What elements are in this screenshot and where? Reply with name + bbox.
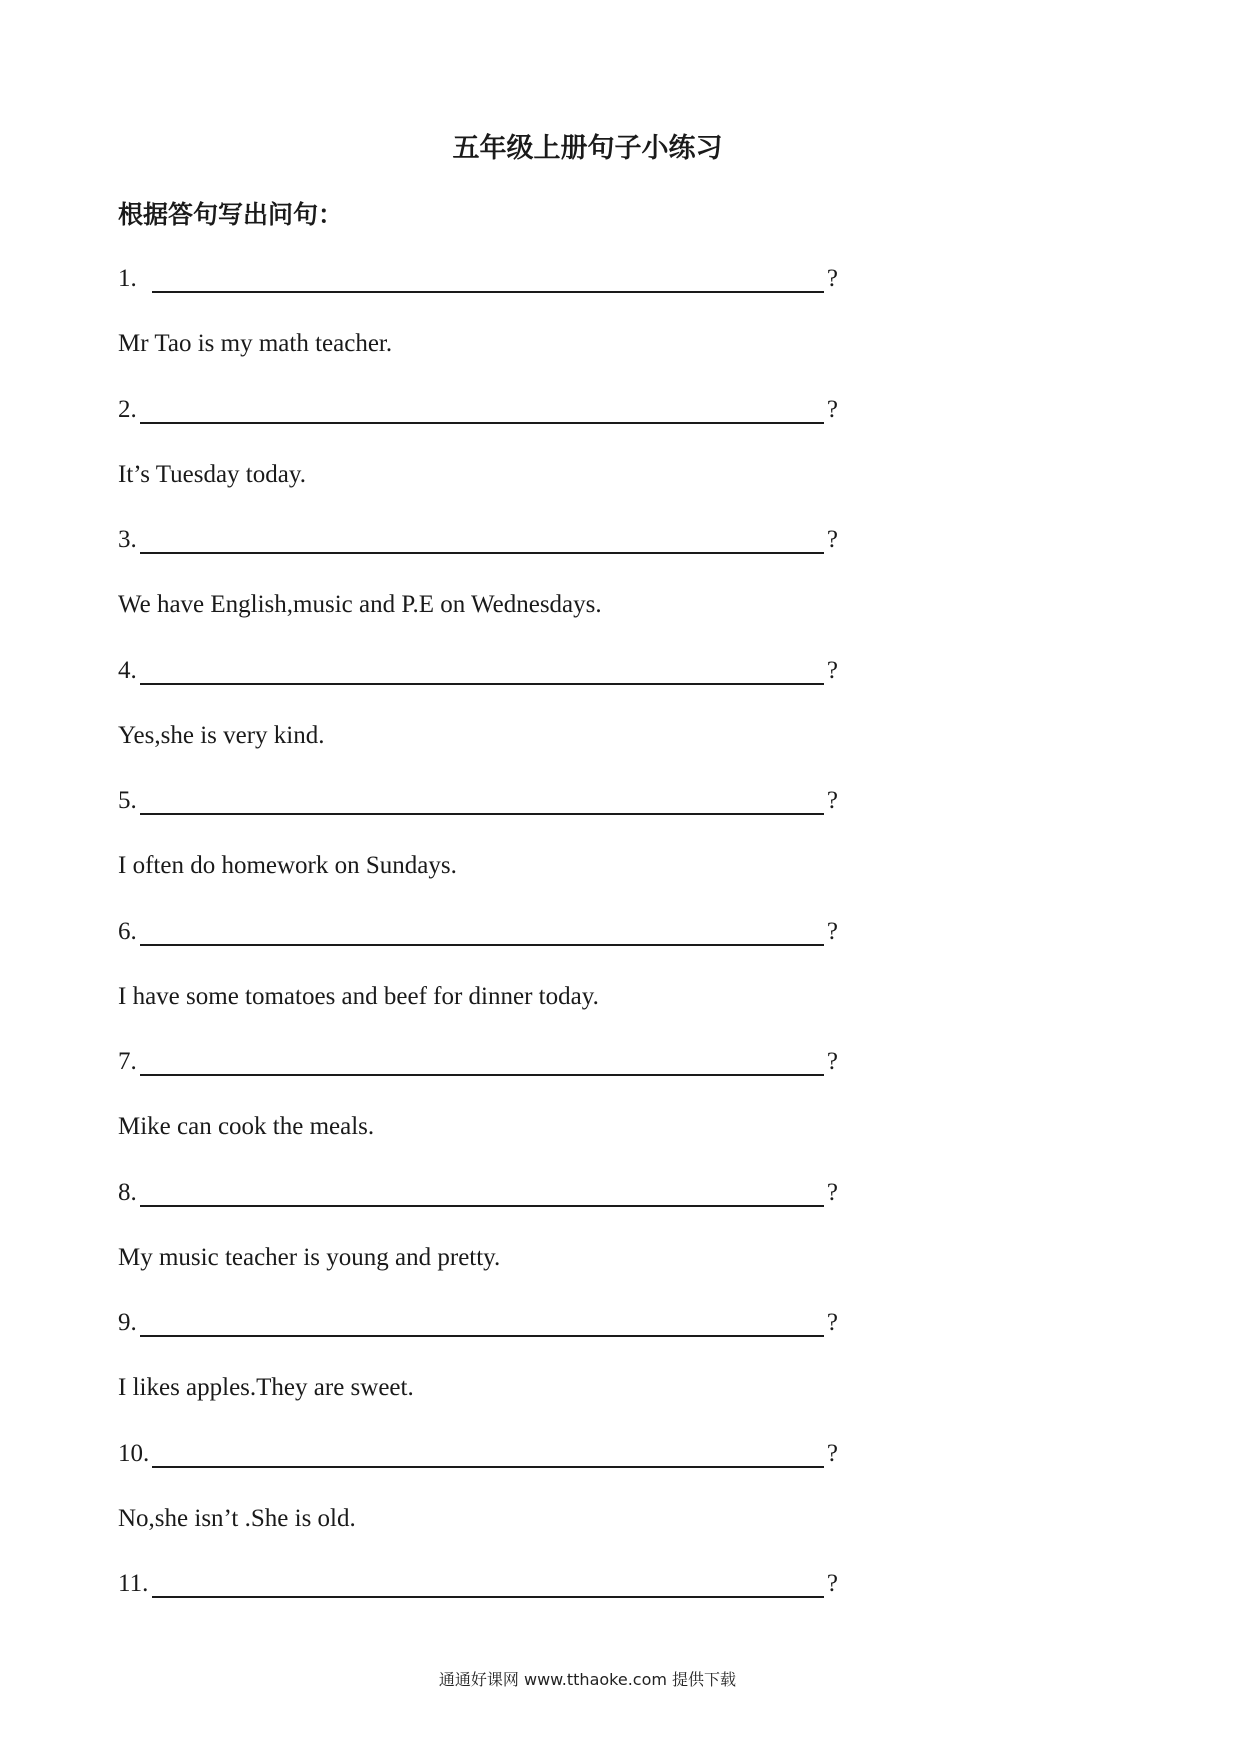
answer-blank[interactable] bbox=[152, 291, 824, 293]
answer-sentence: It’s Tuesday today. bbox=[118, 460, 306, 488]
question-mark: ? bbox=[826, 1439, 838, 1467]
exercise-item-9 bbox=[118, 1299, 838, 1430]
question-mark: ? bbox=[826, 1570, 838, 1597]
answer-sentence: My music teacher is young and pretty. bbox=[118, 1243, 501, 1271]
question-line bbox=[118, 1307, 838, 1339]
answer-blank[interactable] bbox=[152, 1596, 824, 1598]
exercise-item-10 bbox=[118, 1430, 838, 1561]
answer-blank[interactable] bbox=[140, 944, 824, 946]
answer-blank[interactable] bbox=[152, 1466, 824, 1468]
question-number: 2. bbox=[118, 395, 137, 423]
answer-sentence: I likes apples.They are sweet. bbox=[118, 1374, 414, 1401]
answer-blank[interactable] bbox=[140, 683, 824, 685]
answer-sentence: Mike can cook the meals. bbox=[118, 1113, 375, 1140]
exercise-item-6 bbox=[118, 908, 838, 1039]
answer-blank[interactable] bbox=[140, 1205, 824, 1207]
question-number: 11. bbox=[118, 1570, 149, 1597]
question-line bbox=[118, 263, 838, 295]
instruction-heading: 根据答句写出问句： bbox=[118, 200, 344, 229]
question-line bbox=[118, 785, 838, 817]
exercise-item-5 bbox=[118, 777, 838, 908]
question-number: 9. bbox=[118, 1309, 137, 1336]
answer-blank[interactable] bbox=[140, 1335, 824, 1337]
exercise-list bbox=[118, 255, 838, 1691]
question-number: 5. bbox=[118, 787, 137, 814]
question-line bbox=[118, 394, 838, 426]
exercise-item-4 bbox=[118, 647, 838, 778]
answer-sentence: No,she isn’t .She is old. bbox=[118, 1504, 356, 1532]
answer-sentence: Mr Tao is my math teacher. bbox=[118, 330, 393, 357]
answer-blank[interactable] bbox=[140, 552, 824, 554]
exercise-item-3 bbox=[118, 516, 838, 647]
question-mark: ? bbox=[826, 1309, 838, 1336]
answer-sentence: I often do homework on Sundays. bbox=[118, 852, 457, 879]
question-mark: ? bbox=[826, 526, 838, 553]
question-mark: ? bbox=[826, 656, 838, 684]
question-mark: ? bbox=[826, 1048, 838, 1075]
page-title: 五年级上册句子小练习 bbox=[452, 133, 723, 164]
answer-blank[interactable] bbox=[140, 813, 824, 815]
question-line bbox=[118, 916, 838, 948]
question-line bbox=[118, 524, 838, 556]
answer-sentence: We have English,music and P.E on Wednesdays. bbox=[118, 591, 602, 618]
question-mark: ? bbox=[826, 917, 838, 945]
question-number: 6. bbox=[118, 917, 137, 945]
exercise-item-2 bbox=[118, 386, 838, 517]
answer-sentence: I have some tomatoes and beef for dinner today. bbox=[118, 982, 599, 1010]
question-number: 1. bbox=[118, 265, 137, 292]
question-number: 4. bbox=[118, 656, 137, 684]
question-mark: ? bbox=[826, 395, 838, 423]
exercise-item-7 bbox=[118, 1038, 838, 1169]
question-mark: ? bbox=[826, 1178, 838, 1206]
exercise-item-1 bbox=[118, 255, 838, 386]
question-number: 8. bbox=[118, 1178, 137, 1206]
question-line bbox=[118, 1438, 838, 1470]
question-number: 10. bbox=[118, 1439, 150, 1467]
answer-sentence: Yes,she is very kind. bbox=[118, 721, 325, 749]
question-line bbox=[118, 655, 838, 687]
answer-blank[interactable] bbox=[140, 1074, 824, 1076]
question-line bbox=[118, 1568, 838, 1600]
question-line bbox=[118, 1046, 838, 1078]
question-number: 3. bbox=[118, 526, 137, 553]
question-mark: ? bbox=[826, 787, 838, 814]
answer-blank[interactable] bbox=[140, 422, 824, 424]
question-number: 7. bbox=[118, 1048, 137, 1075]
question-mark: ? bbox=[826, 265, 838, 292]
question-line bbox=[118, 1177, 838, 1209]
footer-source: 通通好课网 www.tthaoke.com 提供下载 bbox=[438, 1670, 737, 1689]
exercise-item-8 bbox=[118, 1169, 838, 1300]
